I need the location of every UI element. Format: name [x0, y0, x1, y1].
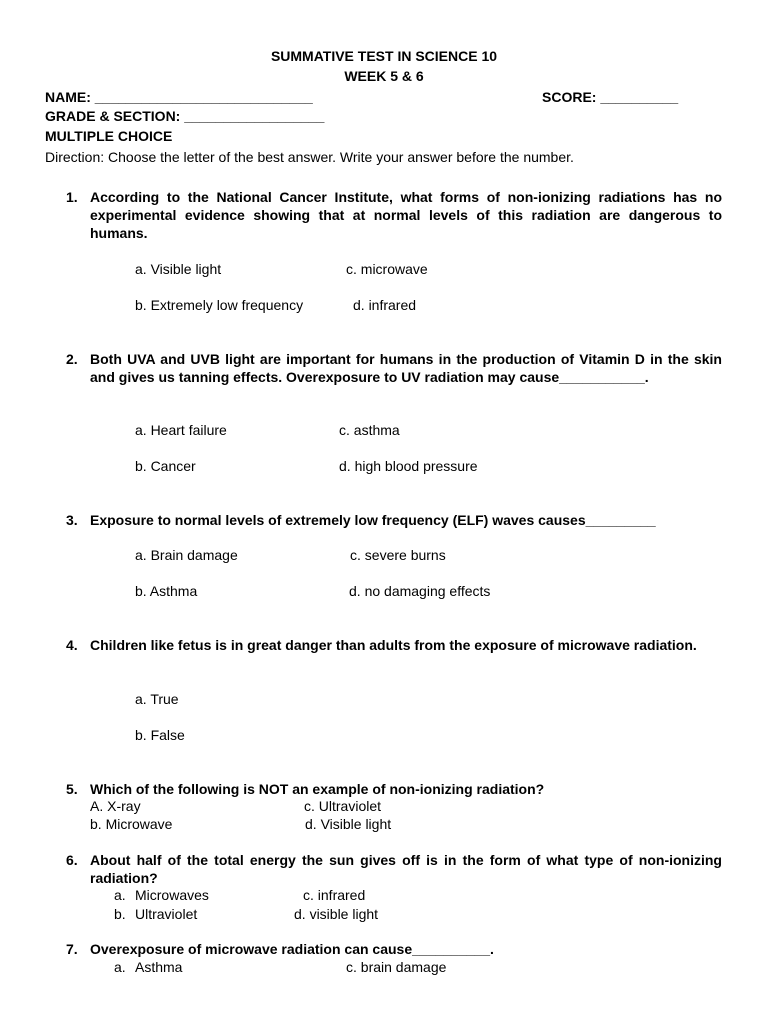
question-text: Overexposure of microwave radiation can cause__________. [90, 941, 494, 957]
answer-option: d. high blood pressure [339, 458, 478, 474]
answer-option: Microwaves [135, 887, 209, 903]
question-text: Exposure to normal levels of extremely low frequency (ELF) waves causes_________ [90, 512, 656, 528]
answer-option: c. microwave [346, 261, 428, 277]
question-number: 5. [66, 781, 78, 797]
document-subtitle: WEEK 5 & 6 [344, 68, 424, 84]
answer-option-letter: a. [114, 959, 126, 975]
answer-option: c. Ultraviolet [304, 798, 382, 814]
answer-option: b. Cancer [135, 458, 196, 474]
question-text: Which of the following is NOT an example of non-ionizing radiation? [90, 781, 545, 797]
answer-option: Ultraviolet [135, 906, 198, 922]
question-text: About half of the total energy the sun gives off is in the form of what type of non-ionizing radiation? [90, 852, 722, 886]
grade-section-field: GRADE & SECTION: __________________ [45, 108, 325, 124]
answer-option: b. Extremely low frequency [135, 297, 304, 313]
answer-option: a. Brain damage [135, 547, 238, 563]
answer-option: c. asthma [339, 422, 400, 438]
answer-option: b. False [135, 727, 185, 743]
answer-option: d. visible light [294, 906, 379, 922]
direction-text: Direction: Choose the letter of the best answer. Write your answer before the number. [45, 149, 574, 165]
answer-option: d. infrared [353, 297, 417, 313]
question-number: 7. [66, 941, 78, 957]
answer-option: a. Visible light [135, 261, 222, 277]
name-field: NAME: ____________________________ [45, 89, 313, 105]
answer-option: d. no damaging effects [349, 583, 491, 599]
answer-option: a. True [135, 691, 179, 707]
question-number: 1. [66, 189, 78, 205]
score-field: SCORE: __________ [542, 89, 679, 105]
question-text: Both UVA and UVB light are important for humans in the production of Vitamin D in the skin and gives us tanning effects. Overexposure to UV radiation may cause___________. [90, 351, 722, 385]
answer-option: c. brain damage [346, 959, 447, 975]
question-text: According to the National Cancer Institute, what forms of non-ionizing radiations has no experimental evidence showing that at normal levels of this radiation are dangerous to humans. [90, 189, 722, 241]
answer-option: b. Asthma [135, 583, 198, 599]
question-number: 6. [66, 852, 78, 868]
answer-option: c. infrared [303, 887, 366, 903]
answer-option: A. X-ray [90, 798, 141, 814]
document-title: SUMMATIVE TEST IN SCIENCE 10 [270, 48, 498, 64]
answer-option: a. Heart failure [135, 422, 227, 438]
answer-option: c. severe burns [350, 547, 446, 563]
question-number: 2. [66, 351, 78, 367]
answer-option-letter: a. [114, 887, 126, 903]
question-number: 4. [66, 637, 78, 653]
question-number: 3. [66, 512, 78, 528]
question-text: Children like fetus is in great danger than adults from the exposure of microwave radiation. [90, 637, 697, 653]
answer-option: Asthma [135, 959, 183, 975]
answer-option: b. Microwave [90, 816, 173, 832]
answer-option: d. Visible light [305, 816, 392, 832]
section-title: MULTIPLE CHOICE [45, 128, 173, 144]
answer-option-letter: b. [114, 906, 126, 922]
